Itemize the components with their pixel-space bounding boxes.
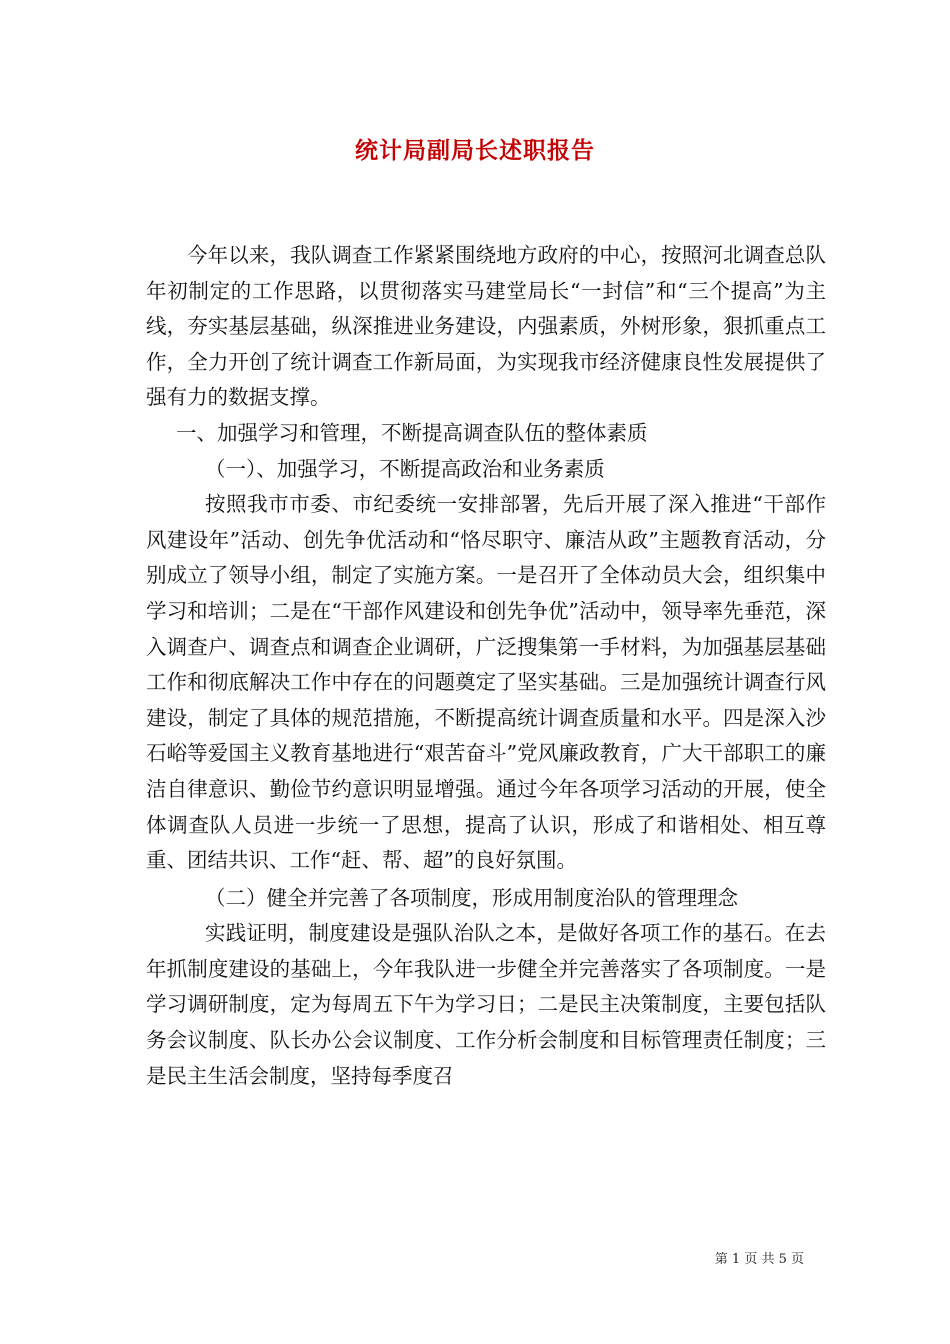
document-body xyxy=(146,238,826,1094)
paragraph-intro: 今年以来，我队调查工作紧紧围绕地方政府的中心，按照河北调查总队年初制定的工作思路，以贯彻落实马建堂局长“一封信”和“三个提高”为主线，夯实基层基础，纵深推进业务建设，内强素质，外树形象，狠抓重点工作，全力开创了统计调查工作新局面，为实现我市经济健康良性发展提供了强有力的数据支撑。 xyxy=(146,243,826,410)
page-number: 第 1 页 共 5 页 xyxy=(714,1252,804,1267)
subsection-heading-2: （二）健全并完善了各项制度，形成用制度治队的管理理念 xyxy=(205,885,738,910)
paragraph-system: 实践证明，制度建设是强队治队之本，是做好各项工作的基石。在去年抓制度建设的基础上，今年我队进一步健全并完善落实了各项制度。一是学习调研制度，定为每周五下午为学习日；二是民主决策制度，主要包括队务会议制度、队长办公会议制度、工作分析会制度和目标管理责任制度；三是民主生活会制度，坚持每季度召 xyxy=(146,921,826,1088)
document-title: 统计局副局长述职报告 xyxy=(355,137,595,164)
section-heading-1: 一、加强学习和管理，不断提高调查队伍的整体素质 xyxy=(176,420,648,445)
paragraph-study: 按照我市市委、市纪委统一安排部署，先后开展了深入推进“干部作风建设年”活动、创先争优活动和“恪尽职守、廉洁从政”主题教育活动，分别成立了领导小组，制定了实施方案。一是召开了全体动员大会，组织集中学习和培训；二是在“干部作风建设和创先争优”活动中，领导率先垂范，深入调查户、调查点和调查企业调研，广泛搜集第一手材料，为加强基层基础工作和彻底解决工作中存在的问题奠定了坚实基础。三是加强统计调查行风建设，制定了具体的规范措施，不断提高统计调查质量和水平。四是深入沙石峪等爱国主义教育基地进行“艰苦奋斗”党风廉政教育，广大干部职工的廉洁自律意识、勤俭节约意识明显增强。通过今年各项学习活动的开展，使全体调查队人员进一步统一了思想，提高了认识，形成了和谐相处、相互尊重、团结共识、工作“赶、帮、超”的良好氛围。 xyxy=(146,492,826,873)
subsection-heading-1: （一）、加强学习，不断提高政治和业务素质 xyxy=(205,456,605,481)
